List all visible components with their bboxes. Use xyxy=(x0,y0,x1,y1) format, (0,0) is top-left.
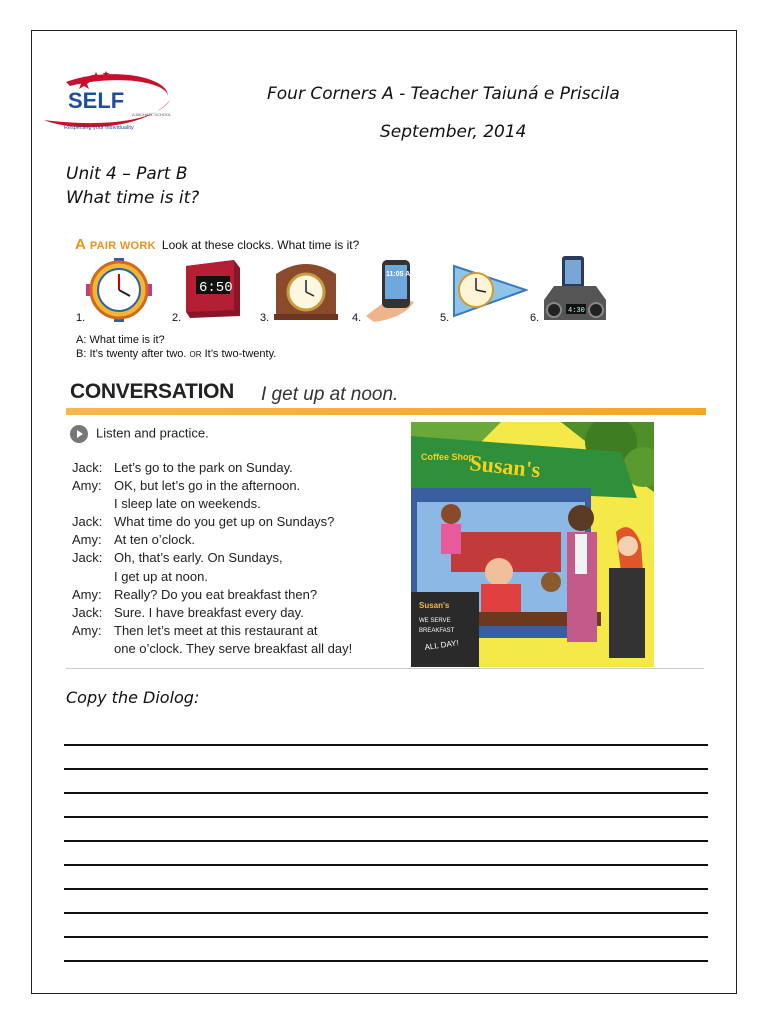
pair-work-label: PAIR WORK xyxy=(89,240,156,252)
dialog-text: Let’s go to the park on Sunday. xyxy=(114,460,293,475)
dialog-line xyxy=(72,531,352,549)
dialog-line xyxy=(72,549,352,567)
page-title: Four Corners A - Teacher Taiuná e Priscila xyxy=(267,84,620,104)
listen-instruction xyxy=(70,425,209,443)
dialog-line xyxy=(72,586,352,604)
clock-number: 6. xyxy=(530,312,540,324)
clock-number: 2. xyxy=(172,312,182,324)
clock-number: 5. xyxy=(440,312,450,324)
unit-line: Unit 4 – Part B xyxy=(66,164,188,184)
dialog-speaker: Amy: xyxy=(72,586,102,602)
dialog-speaker xyxy=(72,495,114,513)
conversation-dialog xyxy=(72,459,352,658)
writing-line[interactable] xyxy=(64,936,708,938)
conversation-header xyxy=(66,380,706,416)
pair-work-header xyxy=(75,236,359,253)
dialog-text: one o’clock. They serve breakfast all day! xyxy=(114,640,353,656)
mantel-clock-icon xyxy=(272,258,340,322)
dialog-speaker: Amy: xyxy=(72,532,102,548)
digital-clock-icon xyxy=(182,258,242,320)
sign-shop-name: Susan's xyxy=(468,450,542,483)
dialog-text: Oh, that’s early. On Sundays, xyxy=(114,550,283,566)
logo-tagline: Respecting your individuality xyxy=(64,125,134,131)
phone-clock-time: 11:05 AM xyxy=(386,271,417,278)
dialog-text: OK, but let’s go in the afternoon. xyxy=(114,478,301,494)
example-answer-1: B: It’s twenty after two. xyxy=(76,348,187,360)
clock-number: 4. xyxy=(352,312,362,324)
unit-question: What time is it? xyxy=(66,188,200,208)
dialog-speaker: Amy: xyxy=(72,478,102,494)
board-line-1: WE SERVE xyxy=(419,618,451,624)
cellphone-icon xyxy=(364,256,426,322)
sign-coffee-text: Coffee Shop xyxy=(421,452,474,462)
example-or: OR xyxy=(189,350,202,359)
dialog-text: Sure. I have breakfast every day. xyxy=(114,604,304,620)
dialog-text: At ten o’clock. xyxy=(114,532,195,548)
board-line-3: ALL DAY! xyxy=(424,638,460,652)
board-line-2: BREAKFAST xyxy=(419,628,455,634)
dialog-text: I sleep late on weekends. xyxy=(114,496,261,512)
alarm-dock-icon xyxy=(542,256,608,324)
dialog-line xyxy=(72,604,352,622)
dialog-speaker: Jack: xyxy=(72,604,103,620)
audio-play-icon[interactable] xyxy=(70,425,88,443)
logo-text: SELF xyxy=(68,88,125,113)
clocks-row xyxy=(74,256,614,328)
conversation-subtitle: I get up at noon. xyxy=(261,384,399,405)
writing-line[interactable] xyxy=(64,864,708,866)
dialog-line xyxy=(72,622,352,640)
pair-work-instruction: Look at these clocks. What time is it? xyxy=(161,238,360,252)
coffee-shop-illustration xyxy=(411,422,654,667)
board-shop-name: Susan's xyxy=(419,601,450,610)
writing-line[interactable] xyxy=(64,744,708,746)
dialog-line xyxy=(72,459,352,477)
dialog-speaker: Jack: xyxy=(72,550,103,566)
dialog-speaker xyxy=(72,568,114,586)
example-answer xyxy=(76,347,276,362)
dialog-line xyxy=(72,568,352,586)
dialog-line xyxy=(72,477,352,495)
self-logo xyxy=(38,62,178,138)
writing-line[interactable] xyxy=(64,840,708,842)
pennant-clock-icon xyxy=(452,262,528,318)
example-question: A: What time is it? xyxy=(76,334,165,346)
wall-clock-icon xyxy=(84,258,154,322)
dialog-text: I get up at noon. xyxy=(114,568,208,584)
dialog-text: Really? Do you eat breakfast then? xyxy=(114,586,318,602)
writing-line[interactable] xyxy=(64,960,708,962)
conversation-rule xyxy=(66,408,706,415)
listen-text: Listen and practice. xyxy=(96,425,209,441)
writing-line[interactable] xyxy=(64,912,708,914)
unit-heading xyxy=(66,162,199,210)
section-divider xyxy=(66,668,704,669)
dialog-speaker: Jack: xyxy=(72,460,103,475)
digital-clock-time: 6:50 xyxy=(199,280,233,296)
dialog-speaker: Jack: xyxy=(72,514,103,530)
writing-line[interactable] xyxy=(64,816,708,818)
clock-number: 1. xyxy=(76,312,86,324)
pair-work-example xyxy=(76,333,276,362)
example-answer-2: It’s two-twenty. xyxy=(204,348,277,360)
writing-line[interactable] xyxy=(64,768,708,770)
logo-small-text: A MICHAEL SCHOOL xyxy=(132,112,172,117)
dialog-line xyxy=(72,495,352,513)
section-letter: A xyxy=(75,236,86,253)
dialog-speaker: Amy: xyxy=(72,622,102,638)
dock-clock-time: 4:30 xyxy=(568,307,585,315)
dialog-line xyxy=(72,513,352,531)
dialog-text: What time do you get up on Sundays? xyxy=(114,514,335,530)
dialog-speaker xyxy=(72,640,114,658)
dialog-line xyxy=(72,640,352,658)
clock-number: 3. xyxy=(260,312,270,324)
conversation-title: CONVERSATION xyxy=(70,380,235,403)
copy-prompt: Copy the Diolog: xyxy=(66,688,200,707)
writing-line[interactable] xyxy=(64,888,708,890)
dialog-text: Then let’s meet at this restaurant at xyxy=(114,622,318,638)
writing-lines xyxy=(64,744,708,984)
writing-line[interactable] xyxy=(64,792,708,794)
page-date: September, 2014 xyxy=(380,122,527,142)
